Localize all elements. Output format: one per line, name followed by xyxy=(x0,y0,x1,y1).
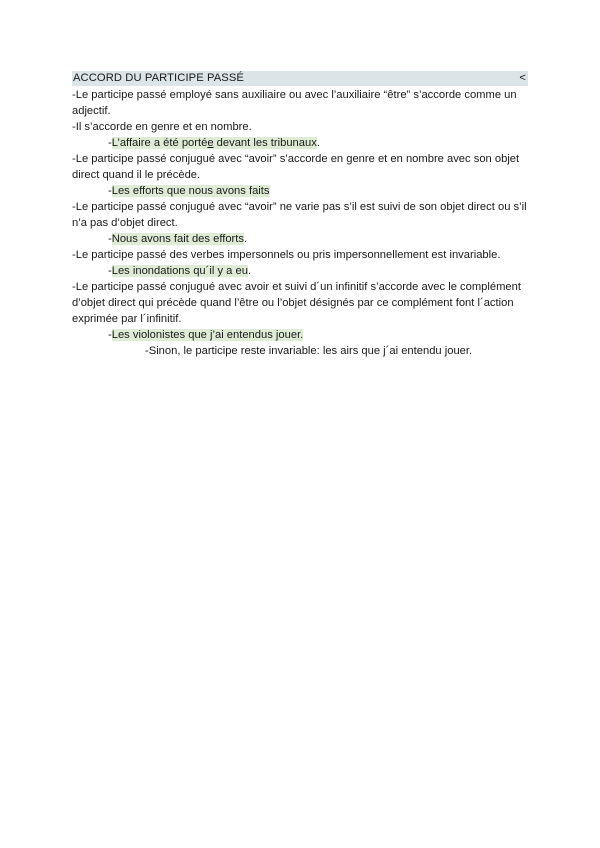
collapse-heading-toggle[interactable]: < xyxy=(519,72,526,84)
highlighted-example: Les violonistes que j’ai entendus jouer. xyxy=(111,329,304,341)
highlighted-example: Les inondations qu´il y a eu xyxy=(111,265,248,277)
rule-paragraph: -Le participe passé conjugué avec avoir et suivi d´un infinitif s’accorde avec le complément d’objet direct qui précède quand l’être ou l’objet désignés par ce complément font l´action exprimée par l´infinitif. xyxy=(72,281,521,325)
note-line: -Sinon, le participe reste invariable: les airs que j´ai entendu jouer. xyxy=(145,345,473,357)
example-prefix: - xyxy=(108,265,112,277)
example-suffix: . xyxy=(244,233,248,245)
example-line xyxy=(72,231,528,247)
example-suffix: . xyxy=(316,137,320,149)
example-line xyxy=(72,183,528,199)
example-suffix: . xyxy=(247,265,252,277)
rule-paragraph: -Le participe passé conjugué avec “avoir” s’accorde en genre et en nombre avec son objet direct quand il le précède. xyxy=(72,153,520,181)
example-prefix: - xyxy=(108,137,112,149)
rule-paragraph: -Il s’accorde en genre et en nombre. xyxy=(72,121,252,133)
highlighted-example: Nous avons fait des efforts xyxy=(111,233,244,245)
example-prefix: - xyxy=(108,185,112,197)
example-line xyxy=(72,263,528,279)
heading-bar xyxy=(72,71,528,86)
highlighted-example: Les efforts que nous avons faits xyxy=(111,185,270,197)
rule-paragraph: -Le participe passé conjugué avec “avoir” ne varie pas s’il est suivi de son objet direct ou s’il n’a pas d’objet direct. xyxy=(72,201,527,229)
spelling-underline: e xyxy=(207,137,214,149)
example-prefix: - xyxy=(108,329,112,341)
highlighted-example: L’affaire a été portée devant les tribunaux xyxy=(111,137,317,149)
example-line xyxy=(72,135,528,151)
example-prefix: - xyxy=(108,233,112,245)
document-title: ACCORD DU PARTICIPE PASSÉ xyxy=(73,72,244,84)
example-line xyxy=(72,327,528,343)
rule-paragraph: -Le participe passé des verbes impersonnels ou pris impersonnellement est invariable. xyxy=(72,249,501,261)
document-content xyxy=(72,71,528,359)
rule-paragraph: -Le participe passé employé sans auxiliaire ou avec l’auxiliaire “être” s’accorde comme un adjectif. xyxy=(72,89,517,117)
